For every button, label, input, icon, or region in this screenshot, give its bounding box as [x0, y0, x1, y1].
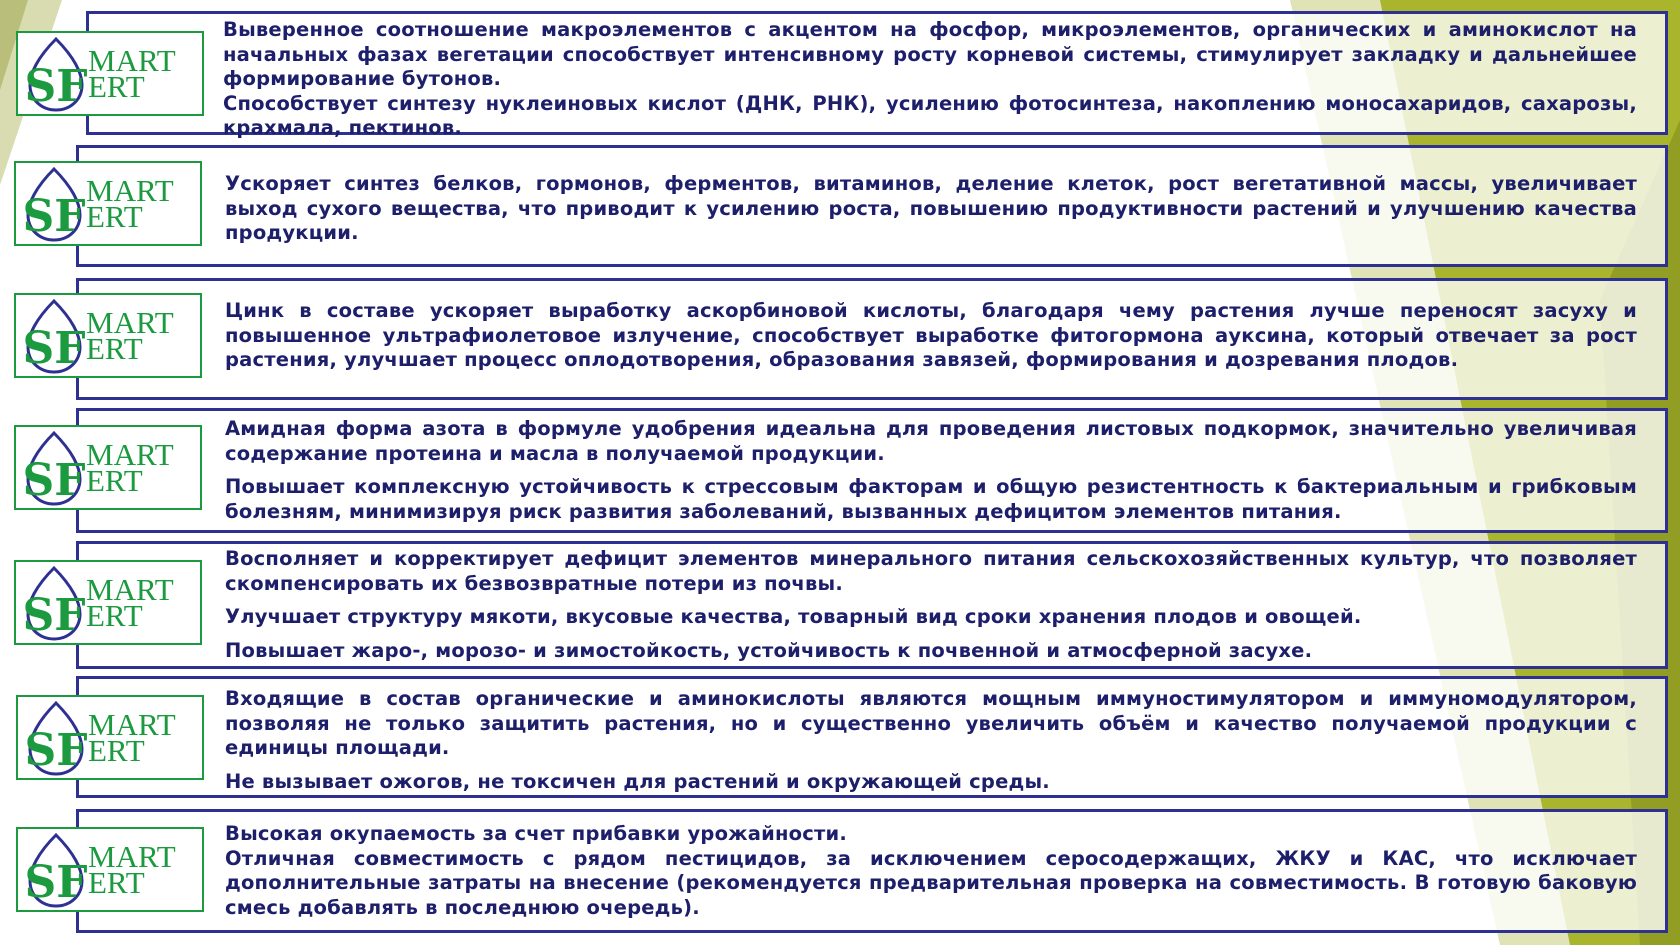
logo-monogram: SF: [24, 61, 88, 112]
card-paragraph: Амидная форма азота в формуле удобрения идеальна для проведения листовых подкормок, значительно увеличивая содержание протеина и масла в получаемой продукции.: [225, 417, 1637, 465]
logo-text-top: MART: [86, 173, 174, 208]
feature-card: [76, 408, 1668, 533]
logo-text-top: MART: [88, 839, 176, 874]
logo-text-top: MART: [86, 305, 174, 340]
card-paragraph: Высокая окупаемость за счет прибавки урожайности.: [225, 822, 848, 845]
card-paragraph: Способствует синтезу нуклеиновых кислот (ДНК, РНК), усилению фотосинтеза, накоплению моносахаридов, сахарозы, крахмала, пектинов.: [223, 91, 1637, 139]
logo-monogram: SF: [22, 455, 86, 506]
logo-monogram: SF: [22, 590, 86, 641]
logo-text-bottom: ERT: [88, 733, 145, 768]
card-paragraph: Улучшает структуру мякоти, вкусовые качества, товарный вид сроки хранения плодов и овощей.: [225, 605, 1362, 628]
feature-card: [76, 145, 1668, 267]
logo-text-bottom: ERT: [88, 69, 145, 104]
logo-monogram: SF: [24, 725, 88, 776]
card-paragraph: Входящие в состав органические и аминокислоты являются мощным иммуностимулятором и иммуномодулятором, позволяя не только защитить растения, но и существенно увеличить объём и качество получаемой продукции с единицы площади.: [225, 687, 1637, 759]
logo-monogram: SF: [22, 323, 86, 374]
logo-text-bottom: ERT: [86, 331, 143, 366]
card-paragraph: Ускоряет синтез белков, гормонов, ферментов, витаминов, деление клеток, рост вегетативной массы, увеличивает выход сухого вещества, что приводит к усилению роста, повышению продуктивности растений и улучшению качества продукции.: [225, 172, 1637, 244]
logo-graphic: [18, 33, 202, 114]
logo-text-top: MART: [88, 43, 176, 78]
feature-card: [86, 11, 1668, 139]
card-paragraph: Цинк в составе ускоряет выработку аскорбиновой кислоты, благодаря чему растения лучше переносят засуху и повышенное ультрафиолетовое излучение, способствует выработке фитогормона ауксина, который отвечает за рост растения, улучшает процесс оплодотворения, образования завязей, формирования и дозревания плодов.: [225, 299, 1637, 371]
card-paragraph: Восполняет и корректирует дефицит элементов минерального питания сельскохозяйственных культур, что позволяет скомпенсировать их безвозвратные потери из почвы.: [225, 547, 1637, 595]
logo-text-top: MART: [88, 707, 176, 742]
logo-text-bottom: ERT: [86, 463, 143, 498]
logo-graphic: [18, 697, 202, 778]
card-paragraph: Выверенное соотношение макроэлементов с акцентом на фосфор, микроэлементов, органических и аминокислот на начальных фазах вегетации способствует интенсивному росту корневой системы, стимулирует закладку и дальнейшее формирование бутонов.: [223, 18, 1637, 90]
feature-card: [76, 809, 1668, 933]
smartfert-logo: [14, 560, 202, 645]
smartfert-logo: [16, 31, 204, 116]
smartfert-logo: [16, 695, 204, 780]
feature-card: [76, 676, 1668, 798]
logo-graphic: [16, 295, 200, 376]
logo-text-bottom: ERT: [88, 865, 145, 900]
logo-monogram: SF: [24, 857, 88, 908]
logo-graphic: [16, 427, 200, 508]
logo-text-bottom: ERT: [86, 598, 143, 633]
card-paragraph: Отличная совместимость с рядом пестицидов, за исключением серосодержащих, ЖКУ и КАС, что исключает дополнительные затраты на внесение (рекомендуется предварительная проверка на совместимость. В готовую баковую смесь добавлять в последнюю очередь).: [225, 846, 1637, 919]
smartfert-logo: [14, 293, 202, 378]
smartfert-logo: [14, 161, 202, 246]
logo-graphic: [18, 829, 202, 910]
logo-graphic: [16, 163, 200, 244]
feature-card: [76, 278, 1668, 400]
logo-text-top: MART: [86, 572, 174, 607]
logo-text-bottom: ERT: [86, 199, 143, 234]
card-paragraph: Повышает жаро-, морозо- и зимостойкость, устойчивость к почвенной и атмосферной засухе.: [225, 638, 1313, 662]
smartfert-logo: [16, 827, 204, 912]
logo-graphic: [16, 562, 200, 643]
logo-monogram: SF: [22, 191, 86, 242]
card-paragraph: Не вызывает ожогов, не токсичен для растений и окружающей среды.: [225, 769, 1050, 793]
feature-card: [76, 541, 1668, 669]
smartfert-logo: [14, 425, 202, 510]
logo-text-top: MART: [86, 437, 174, 472]
card-paragraph: Повышает комплексную устойчивость к стрессовым факторам и общую резистентность к бактериальным и грибковым болезням, минимизируя риск развития заболеваний, вызванных дефицитом элементов питания.: [225, 475, 1637, 523]
